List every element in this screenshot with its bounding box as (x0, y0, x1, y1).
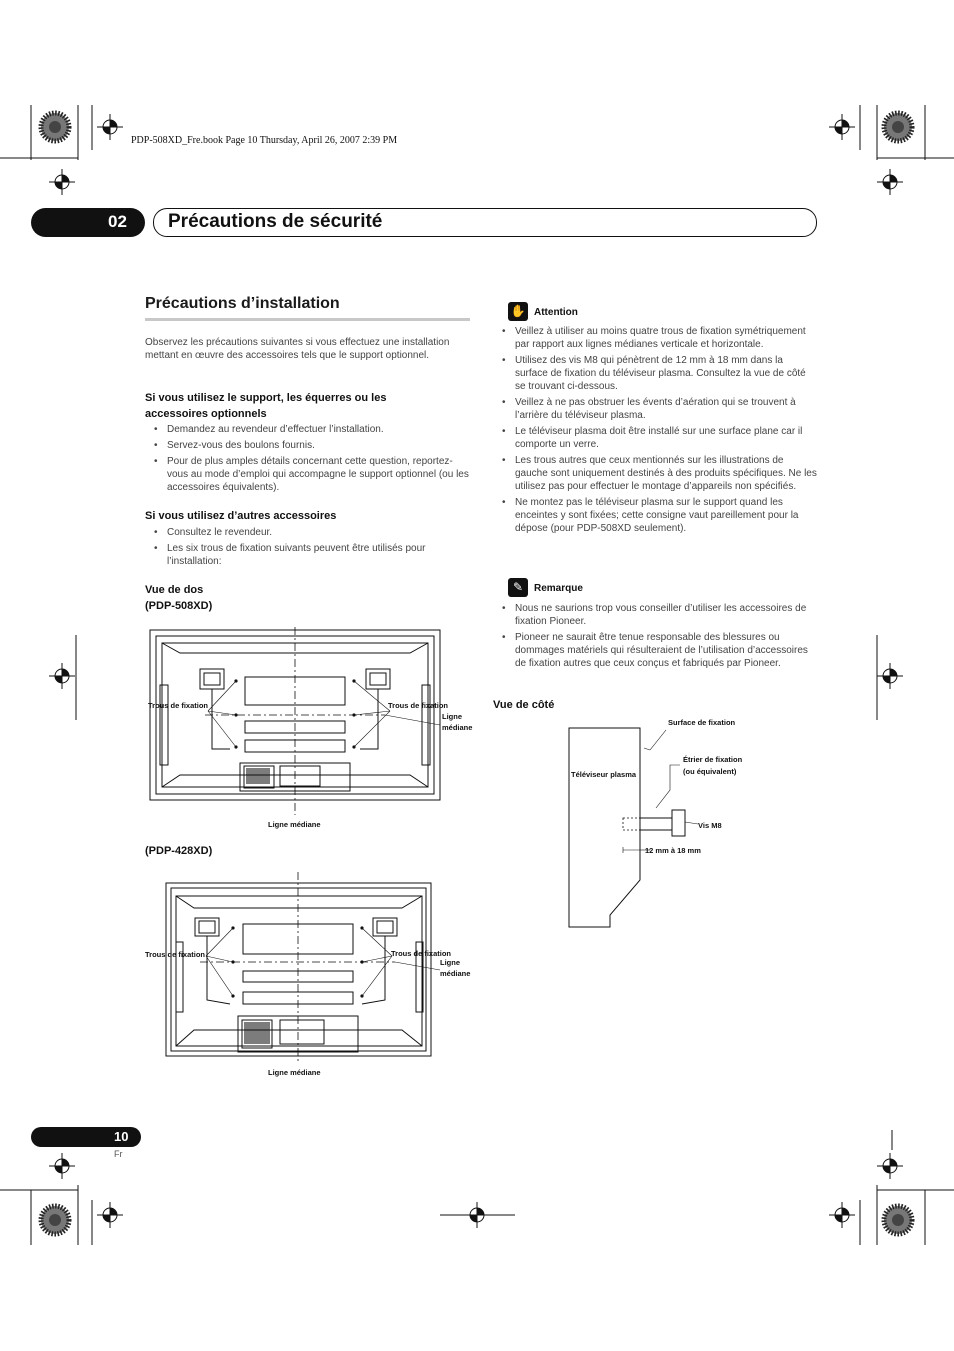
note-pencil-icon: ✎ (508, 578, 528, 597)
label-line-h: Ligne (440, 958, 460, 967)
list-item: • Pour de plus amples détails concernant cette question, reportez-vous au mode d’emploi qui accompagne le support optionnel (ou les accessoires équivalents). (145, 455, 470, 494)
label-holes-left: Trous de fixation (145, 950, 206, 959)
side-view-heading: Vue de côté (493, 699, 555, 711)
list-item: • Veillez à utiliser au moins quatre trous de fixation symétriquement par rapport aux lignes médianes verticale et horizontale. (493, 325, 818, 351)
support-list (145, 423, 470, 497)
remarque-label: Remarque (534, 583, 583, 594)
list-item: • Consultez le revendeur. (145, 526, 465, 539)
attention-list (493, 325, 818, 538)
label-median-line-v: Ligne médiane (268, 820, 321, 829)
section-rule (145, 318, 470, 321)
support-heading: Si vous utilisez le support, les équerres ou les accessoires optionnels (145, 392, 387, 420)
label-holes-right: Trous de fixation (388, 701, 449, 710)
label-bracket-2: (ou équivalent) (683, 767, 737, 776)
list-item: • Le téléviseur plasma doit être installé sur une surface plane car il comporte un verre. (493, 425, 818, 451)
list-item: • Nous ne saurions trop vous conseiller d’utiliser les accessoires de fixation Pioneer. (493, 602, 818, 628)
back-view-diagram-508 (140, 625, 480, 835)
other-list (145, 526, 465, 571)
list-item: • Les trous autres que ceux mentionnés sur les illustrations de gauche sont uniquement destinés à des produits spécifiques. Ne les utilisez pas pour effectuer le montage d’appareils non spécifiés. (493, 454, 818, 493)
list-item: • Ne montez pas le téléviseur plasma sur le support quand les enceintes y sont fixées; cette consigne vaut pareillement pour la dépose (pour PDP-508XD seulement). (493, 496, 818, 535)
label-median-h: médiane (442, 723, 473, 732)
list-item: • Pioneer ne saurait être tenue responsable des blessures ou dommages matériels qui résulteraient de l’utilisation d’accessoires de fixation autres que ceux conçus et fabriqués par Pioneer. (493, 631, 818, 670)
page-number: 10 (114, 1129, 129, 1144)
list-item: • Demandez au revendeur d’effectuer l’installation. (145, 423, 470, 436)
chapter-title: Précautions de sécurité (168, 211, 383, 232)
print-slug: PDP-508XD_Fre.book Page 10 Thursday, April 26, 2007 2:39 PM (131, 135, 398, 146)
label-tv: Téléviseur plasma (571, 770, 637, 779)
list-item: • Les six trous de fixation suivants peuvent être utilisés pour l’installation: (145, 542, 465, 568)
label-holes-right: Trous de fixation (391, 949, 452, 958)
label-bracket-1: Étrier de fixation (683, 755, 743, 764)
back-view-model-428: (PDP-428XD) (145, 845, 213, 857)
list-item: • Utilisez des vis M8 qui pénètrent de 12 mm à 18 mm dans la surface de fixation du téléviseur plasma. Consultez la vue de côté se trouvant ci-dessous. (493, 354, 818, 393)
label-line-h: Ligne (442, 712, 462, 721)
attention-label: Attention (534, 307, 578, 318)
back-view-diagram-428 (140, 870, 480, 1080)
caution-hand-icon: ✋ (508, 302, 528, 321)
chapter-tab (31, 208, 145, 237)
back-view-model-508: (PDP-508XD) (145, 600, 213, 612)
list-item: • Veillez à ne pas obstruer les évents d’aération qui se trouvent à l’arrière du téléviseur plasma. (493, 396, 818, 422)
label-surface: Surface de fixation (668, 718, 736, 727)
list-item: • Servez-vous des boulons fournis. (145, 439, 470, 452)
label-holes-left: Trous de fixation (148, 701, 209, 710)
other-heading: Si vous utilisez d’autres accessoires (145, 510, 337, 522)
page-language: Fr (114, 1149, 123, 1159)
intro-paragraph: Observez les précautions suivantes si vous effectuez une installation mettant en œuvre des accessoires tels que le support optionnel. (145, 337, 450, 361)
side-view-diagram (560, 710, 780, 940)
remarque-list (493, 602, 818, 673)
label-screw: Vis M8 (698, 821, 722, 830)
chapter-number: 02 (108, 212, 127, 231)
label-depth: 12 mm à 18 mm (645, 846, 701, 855)
section-title: Précautions d’installation (145, 295, 340, 312)
label-median-h: médiane (440, 969, 471, 978)
back-view-heading: Vue de dos (145, 584, 204, 596)
label-median-line-v: Ligne médiane (268, 1068, 321, 1077)
